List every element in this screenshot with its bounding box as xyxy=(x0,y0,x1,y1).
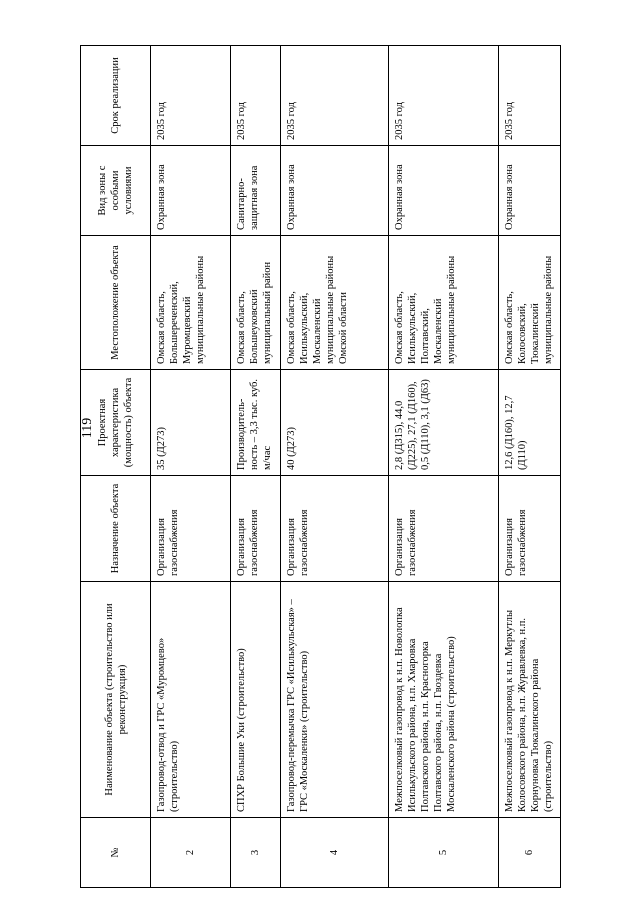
table-row xyxy=(499,46,561,888)
cell-location: Омская область, Большеуковский муниципальный район xyxy=(231,236,281,370)
cell-name: Межпоселковый газопровод к н.п. Новолопка Исилькульского района, н.п. Хмаровка Полтавского района, н.п. Красногорка Полтавского района, н.п. Гвоздевка Москаленского района (строительство) xyxy=(389,582,499,818)
cell-name: Газопровод-отвод и ГРС «Муромцево» (строительство) xyxy=(151,582,231,818)
cell-capacity: Производитель-ность – 3,3 тыс. куб. м/час xyxy=(231,370,281,476)
cell-number: 5 xyxy=(389,818,499,888)
cell-location: Омская область, Большереченский, Муромцевский муниципальные районы xyxy=(151,236,231,370)
cell-purpose: Организация газоснабжения xyxy=(231,476,281,582)
cell-purpose: Организация газоснабжения xyxy=(281,476,389,582)
header-term: Срок реализации xyxy=(81,46,151,146)
table-row xyxy=(231,46,281,888)
cell-zone: Санитарно-защитная зона xyxy=(231,146,281,236)
table-row xyxy=(151,46,231,888)
cell-zone: Охранная зона xyxy=(389,146,499,236)
table-row xyxy=(389,46,499,888)
cell-number: 6 xyxy=(499,818,561,888)
cell-term: 2035 год xyxy=(231,46,281,146)
cell-capacity: 2,8 (Д315), 44,0 (Д225), 27,1 (Д160), 0,5 (Д110), 3,1 (Д63) xyxy=(389,370,499,476)
cell-capacity: 35 (Д273) xyxy=(151,370,231,476)
cell-purpose: Организация газоснабжения xyxy=(151,476,231,582)
header-name: Наименование объекта (строительство или реконструкция) xyxy=(81,582,151,818)
cell-term: 2035 год xyxy=(151,46,231,146)
cell-term: 2035 год xyxy=(389,46,499,146)
header-purpose: Назначение объекта xyxy=(81,476,151,582)
cell-number: 4 xyxy=(281,818,389,888)
cell-name: СПХР Большие Уки (строительство) xyxy=(231,582,281,818)
table-row xyxy=(281,46,389,888)
header-row xyxy=(81,46,151,888)
objects-table xyxy=(80,45,561,888)
cell-location: Омская область, Исилькульский, Москаленский муниципальные районы Омской области xyxy=(281,236,389,370)
cell-capacity: 12,6 (Д160), 12,7 (Д110) xyxy=(499,370,561,476)
cell-number: 3 xyxy=(231,818,281,888)
cell-name: Межпоселковый газопровод к н.п. Меркутлы Колосовского района, н.п. Журавлевка, н.п. Корнуновка Тюкалинского района (строительство) xyxy=(499,582,561,818)
cell-term: 2035 год xyxy=(281,46,389,146)
cell-zone: Охранная зона xyxy=(151,146,231,236)
cell-number: 2 xyxy=(151,818,231,888)
header-location: Местоположение объекта xyxy=(81,236,151,370)
cell-capacity: 40 (Д273) xyxy=(281,370,389,476)
cell-purpose: Организация газоснабжения xyxy=(499,476,561,582)
table-container xyxy=(80,46,560,888)
cell-term: 2035 год xyxy=(499,46,561,146)
cell-zone: Охранная зона xyxy=(499,146,561,236)
header-number: № xyxy=(81,818,151,888)
cell-location: Омская область, Колосовский, Тюкалинский муниципальные районы xyxy=(499,236,561,370)
cell-location: Омская область, Исилькульский, Полтавский, Москаленский муниципальные районы xyxy=(389,236,499,370)
header-zone: Вид зоны с особыми условиями xyxy=(81,146,151,236)
header-capacity: Проектная характеристика (мощность) объекта xyxy=(81,370,151,476)
cell-purpose: Организация газоснабжения xyxy=(389,476,499,582)
cell-name: Газопровод-перемычка ГРС «Исилькульская» – ГРС «Москаленки» (строительство) xyxy=(281,582,389,818)
page-number: 119 xyxy=(80,417,95,439)
cell-zone: Охранная зона xyxy=(281,146,389,236)
